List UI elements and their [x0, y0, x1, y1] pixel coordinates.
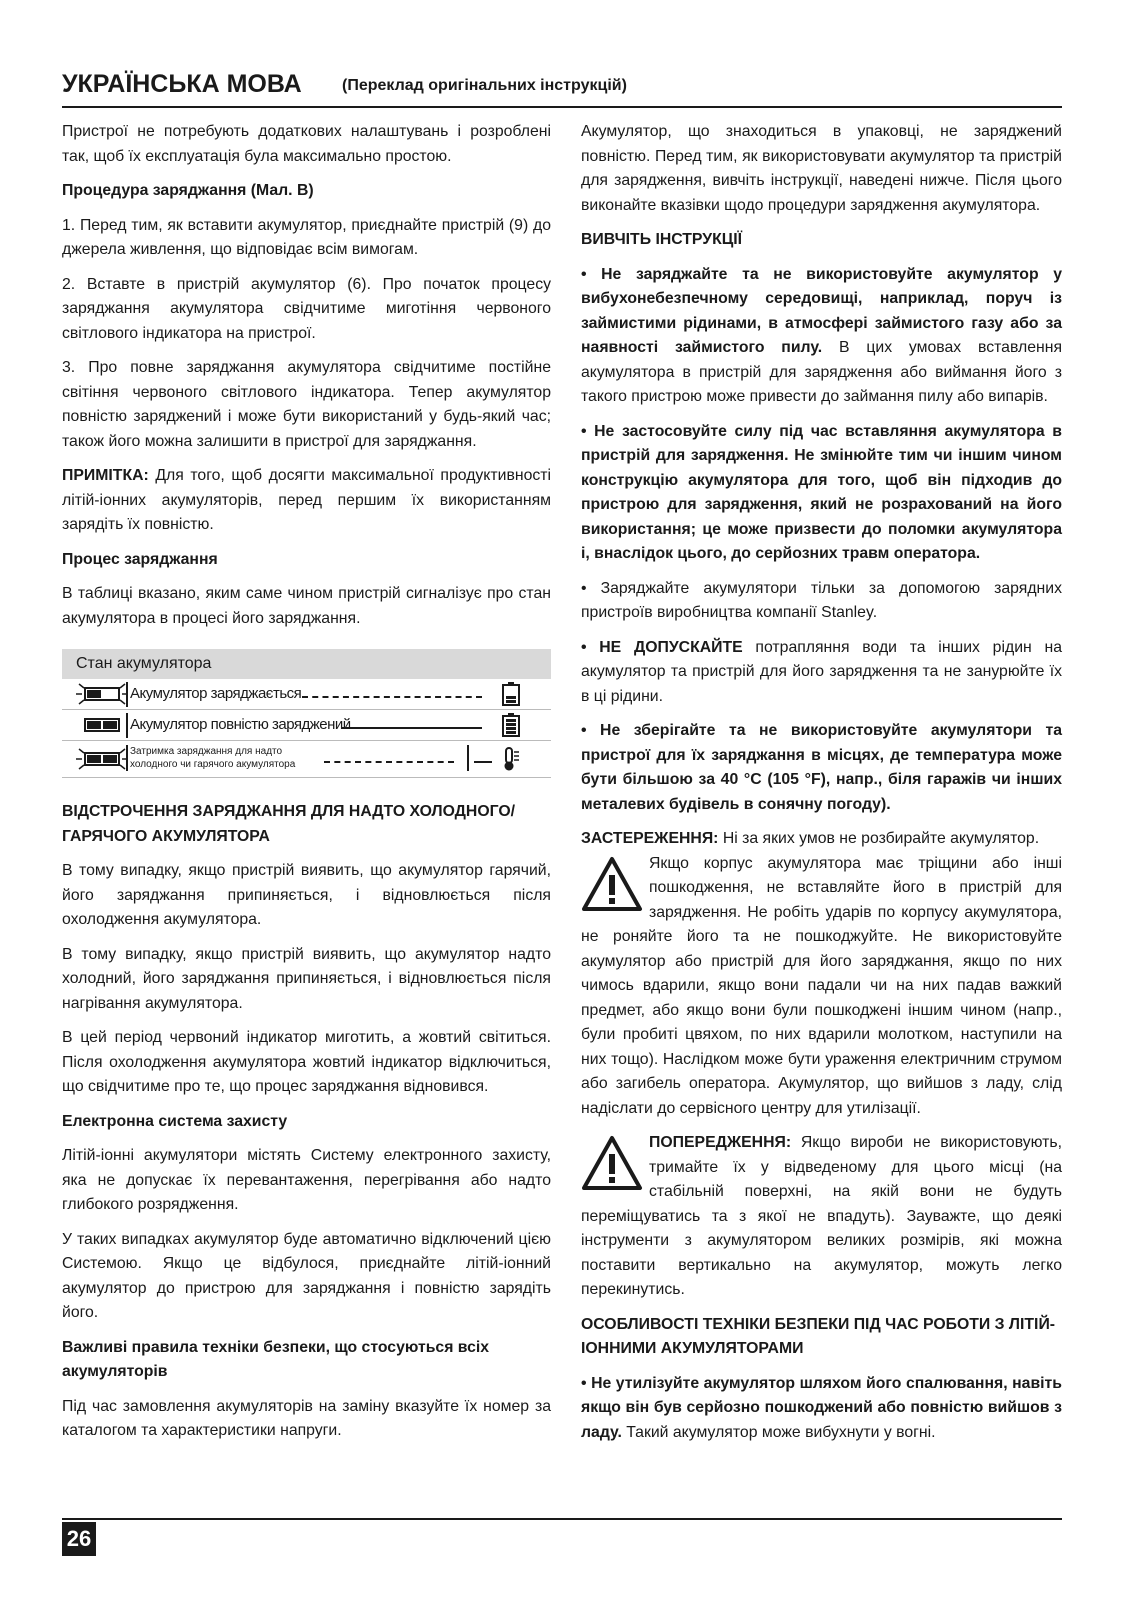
note-label: ПРИМІТКА:: [62, 467, 149, 484]
bullet-force-bold: • Не застосовуйте силу під час вставляння акумулятора в пристрій для зарядження. Не змінюйте тим чи іншим чином конструкцію акумулятора для того, щоб він підходив до пристрою для зарядження, який не розрахований на його використання; це може призвести до поломки акумулятора і, внаслідок цього, до серйозних травм оператора.: [581, 422, 1062, 562]
warning-text: Якщо вироби не використовують, тримайте їх у відведеному для цього місці (на стабільній поверхні, на якій вони не будуть переміщуватись та з якої не впадуть). Зауважте, що деякі інструменти з акумулятором великих розмірів, які можна поставити вертикально на акумулятор, можуть легко перекинутись.: [581, 1134, 1062, 1298]
bullet-temperature: [581, 719, 1062, 817]
left-column: [62, 120, 551, 1454]
pack-paragraph: Акумулятор, що знаходиться в упаковці, не заряджений повністю. Перед тим, як використовувати акумулятор та пристрій для зарядження, вивчіть інструкції, наведені нижче. Після цього виконайте вказівки щодо процедури зарядження акумулятора.: [581, 123, 1062, 214]
bullet-fire-bold: • Не утилізуйте акумулятор шляхом його спалювання, навіть якщо він був серйозно пошкоджений або повністю вийшов з ладу.: [581, 1374, 1062, 1441]
warning-triangle-icon: [581, 856, 643, 912]
row-label-charged: Акумулятор повністю заряджений: [126, 713, 351, 738]
header-subtitle: (Переклад оригінальних інструкцій): [342, 77, 627, 94]
process-heading: Процес заряджання: [62, 550, 218, 568]
battery-full-icon: [502, 713, 520, 737]
delay-heading: ВІДСТРОЧЕННЯ ЗАРЯДЖАННЯ ДЛЯ НАДТО ХОЛОДНОГО/ГАРЯЧОГО АКУМУЛЯТОРА: [62, 803, 516, 845]
blink-pattern: [302, 696, 482, 698]
bullet-temperature-bold: • Не зберігайте та не використовуйте акумулятори та пристрої для їх заряджання в місцях, де температура може бути більшою за 40 °C (105 °F), напр., біля гаражів чи інших металевих будівель в сонячну погоду).: [581, 722, 1062, 813]
solid-pattern: [342, 727, 482, 729]
warning-triangle-icon: [581, 1135, 643, 1191]
bullet-explosive: [581, 263, 1062, 410]
bullet-water-text: потрапляння води та інших рідин на акумулятор та пристрій для його зарядження та не занурюйте їх в ці рідини.: [581, 638, 1062, 705]
caution-label: ЗАСТЕРЕЖЕННЯ:: [581, 830, 719, 847]
procedure-heading: Процедура заряджання (Мал. B): [62, 182, 314, 199]
warning-label: ПОПЕРЕДЖЕННЯ:: [649, 1134, 792, 1151]
safety-heading: Важливі правила техніки безпеки, що стосуються всіх акумуляторів: [62, 1338, 490, 1380]
note-paragraph: [62, 464, 551, 538]
hot-paragraph: В тому випадку, якщо пристрій виявить, що акумулятор гарячий, його заряджання припиняється, і відновлюється після охолодження акумулятора.: [62, 862, 551, 928]
row-label-delay: [126, 745, 295, 771]
indicator-paragraph: В цей період червоний індикатор миготить, а жовтий світиться. Після охолодження акумулятора жовтий індикатор відключиться, що свідчитиме про те, що процес заряджання відновився.: [62, 1029, 551, 1095]
table-header: Стан акумулятора: [62, 649, 551, 679]
caution-paragraph: [581, 827, 1062, 1121]
table-intro: В таблиці вказано, яким саме чином пристрій сигналізує про стан акумулятора в процесі його заряджання.: [62, 585, 551, 627]
indicator-icon: [84, 752, 120, 766]
step-1: 1. Перед тим, як вставити акумулятор, приєднайте пристрій (9) до джерела живлення, що відповідає всім вимогам.: [62, 216, 551, 258]
table-row-delay: [62, 741, 551, 778]
bullet-force: [581, 420, 1062, 567]
solid-pattern: [474, 761, 492, 763]
bullet-fire: [581, 1372, 1062, 1446]
battery-charging-icon: [502, 682, 520, 706]
order-paragraph: Під час замовлення акумуляторів на заміну вказуйте їх номер за каталогом та характеристики напруги.: [62, 1397, 551, 1439]
language-title: УКРАЇНСЬКА МОВА: [62, 70, 302, 98]
study-heading: ВИВЧІТЬ ІНСТРУКЦІЇ: [581, 231, 742, 248]
blink-pattern: [324, 761, 454, 763]
bullet-explosive-text: В цих умовах вставлення акумулятора в пристрій для зарядження або виймання його з такого пристрою може привести до займання пилу або випарів.: [581, 339, 1062, 405]
bullet-stanley: • Заряджайте акумулятори тільки за допомогою зарядних пристроїв виробництва компанії Stanley.: [581, 579, 1062, 621]
indicator-icon: [84, 687, 120, 701]
caution-text-1: Ні за яких умов не розбирайте акумулятор.: [718, 830, 1040, 847]
cold-paragraph: В тому випадку, якщо пристрій виявить, що акумулятор надто холодний, його заряджання припиняється, і відновлюється після нагрівання акумулятора.: [62, 945, 551, 1012]
divider: [467, 745, 469, 771]
indicator-icon: [84, 718, 120, 732]
bullet-water-bold: • НЕ ДОПУСКАЙТЕ: [581, 638, 743, 656]
row-label-delay-line2: холодного чи гарячого акумулятора: [130, 759, 296, 770]
row-label-charging: Акумулятор заряджається: [126, 682, 301, 707]
right-column: [581, 120, 1062, 1455]
table-row-charged: [62, 710, 551, 741]
protection-paragraph: Літій-іонні акумулятори містять Систему електронного захисту, яка не допускає їх перевантаження, перегрівання або надто глибокого розрядження.: [62, 1147, 551, 1213]
protection-heading: Електронна система захисту: [62, 1112, 288, 1130]
lithium-heading: ОСОБЛИВОСТІ ТЕХНІКИ БЕЗПЕКИ ПІД ЧАС РОБОТИ З ЛІТІЙ-ІОННИМИ АКУМУЛЯТОРАМИ: [581, 1315, 1056, 1357]
footer-rule: [62, 1518, 1062, 1520]
disconnect-paragraph: У таких випадках акумулятор буде автоматично відключений цією Системою. Якщо це відбулося, приєднайте літій-іонний акумулятор до пристрою для заряджання і повністю зарядіть його.: [62, 1230, 551, 1321]
row-label-delay-line1: Затримка заряджання для надто: [130, 746, 283, 757]
table-row-charging: [62, 679, 551, 710]
step-2: 2. Вставте в пристрій акумулятор (6). Про початок процесу заряджання акумулятора свідчитиме миготіння червоного світлового індикатора на пристрої.: [62, 275, 551, 342]
battery-status-table: [62, 649, 551, 778]
page-header: [62, 68, 1062, 108]
step-3: 3. Про повне заряджання акумулятора свідчитиме постійне світіння червоного світлового індикатора. Тепер акумулятор повністю заряджений і може бути використаний у будь-який час; також його можна залишити в пристрої для заряджання.: [62, 359, 551, 450]
caution-text-2: Якщо корпус акумулятора має тріщини або інші пошкодження, не вставляйте його в пристрій для зарядження. Не робіть ударів по корпусу акумулятора, не роняйте його та не пошкоджуйте. Не використовуйте акумулятор або пристрій для його заряджання, якщо по них чимось вдарили, якщо вони падали чи на них падав важкий предмет, або якщо вони були пошкоджені іншим чином (напр., були пробиті цвяхом, по них вдарили молотком, наступили на них тощо). Наслідком може бути ураження електричним струмом або загибель оператора. Акумулятор, що вийшов з ладу, слід надіслати до сервісного центру для утилізації.: [581, 854, 1062, 1117]
intro-paragraph: Пристрої не потребують додаткових налаштувань і розроблені так, щоб їх експлуатація була максимально простою.: [62, 123, 551, 165]
page-number: 26: [62, 1522, 96, 1556]
note-text: Для того, щоб досягти максимальної продуктивності літій-іонних акумуляторів, перед першим їх використанням зарядіть їх повністю.: [62, 467, 551, 533]
thermometer-icon: [502, 747, 520, 771]
bullet-explosive-bold: • Не заряджайте та не використовуйте акумулятор у вибухонебезпечному середовищі, наприклад, поруч із займистими рідинами, в атмосфері займистого газу або за наявності займистого пилу.: [581, 265, 1062, 356]
bullet-fire-text: Такий акумулятор може вибухнути у вогні.: [621, 1423, 936, 1441]
bullet-water: [581, 636, 1062, 710]
warning-paragraph: [581, 1131, 1062, 1303]
